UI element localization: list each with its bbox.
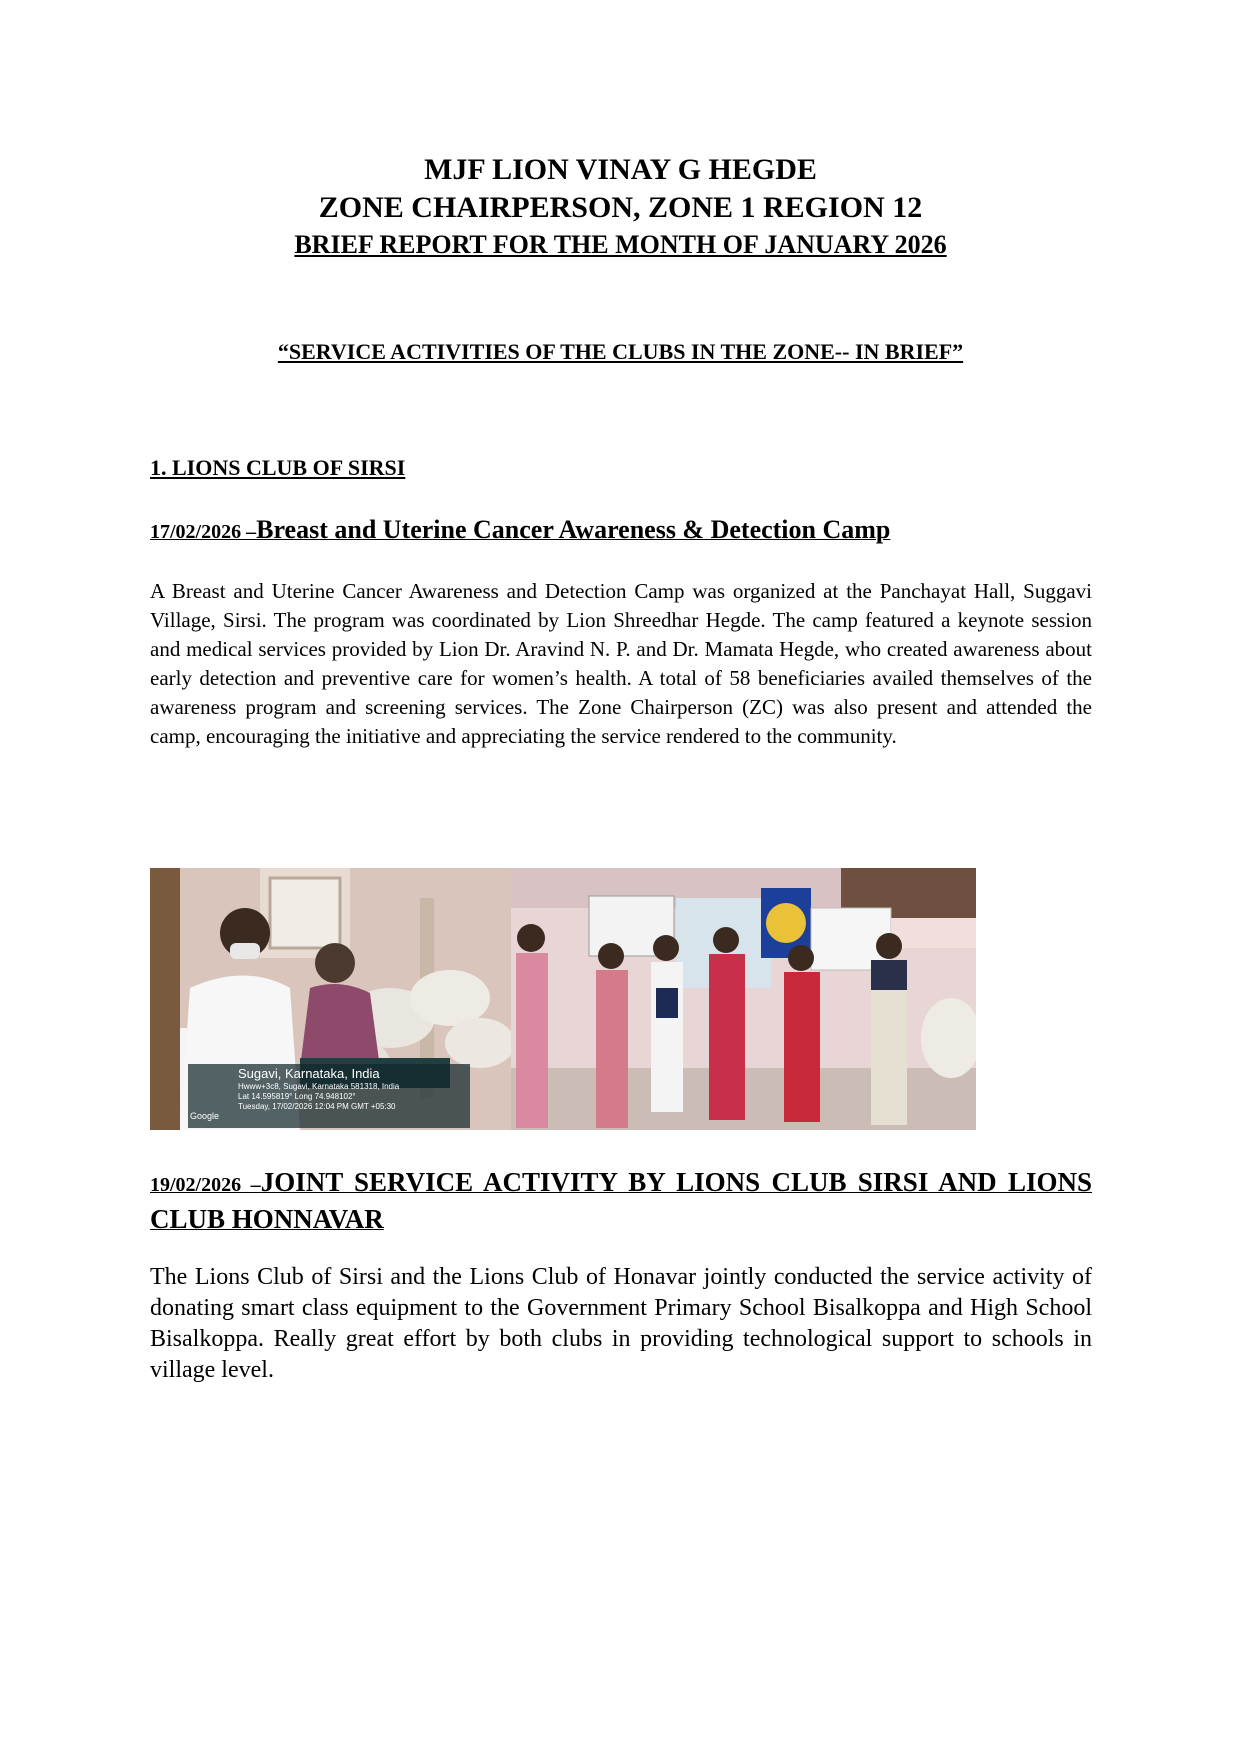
- activity-description: The Lions Club of Sirsi and the Lions Club of Honavar jointly conducted the service activity of donating smart class equipment to the Government Primary School Bisalkoppa and High School Bisalkoppa. Really great effort by both clubs in providing technological support to schools in village level.: [150, 1264, 1092, 1383]
- geotag-place: Sugavi, Karnataka, India: [238, 1066, 380, 1081]
- geotag-overlay: [188, 1064, 470, 1128]
- geotag-coords: Lat 14.595819° Long 74.948102°: [238, 1092, 356, 1101]
- section-title: “SERVICE ACTIVITIES OF THE CLUBS IN THE ZONE-- IN BRIEF”: [277, 339, 964, 364]
- activity-name: JOINT SERVICE ACTIVITY BY LIONS CLUB SIRSI AND LIONS CLUB HONNAVAR: [150, 1167, 1092, 1234]
- activity-date: 19/02/2026 –: [150, 1174, 261, 1196]
- camp-screening-photo: [150, 868, 511, 1130]
- activity-description: A Breast and Uterine Cancer Awareness and Detection Camp was organized at the Panchayat Hall, Suggavi Village, Sirsi. The program was coordinated by Lion Shreedhar Hegde. The camp featured a keynote session and medical services provided by Lion Dr. Aravind N. P. and Dr. Mamata Hegde, who created awareness about early detection and preventive care for women’s health. A total of 58 beneficiaries availed themselves of the awareness program and screening services. The Zone Chairperson (ZC) was also present and attended the camp, encouraging the initiative and appreciating the service rendered to the community.: [150, 579, 1092, 748]
- report-author-role: ZONE CHAIRPERSON, ZONE 1 REGION 12: [318, 191, 923, 224]
- geotag-address: Hwww+3c8, Sugavi, Karnataka 581318, India: [238, 1082, 400, 1091]
- report-title: BRIEF REPORT FOR THE MONTH OF JANUARY 2026: [294, 230, 947, 259]
- camp-group-photo: [511, 868, 976, 1130]
- activity-name: Breast and Uterine Cancer Awareness & Detection Camp: [256, 515, 891, 544]
- activity-heading: [150, 514, 890, 550]
- report-author: MJF LION VINAY G HEGDE: [424, 153, 817, 186]
- activity-date: 17/02/2026 –: [150, 521, 257, 543]
- club-title: 1. LIONS CLUB OF SIRSI: [150, 455, 406, 480]
- activity-heading: [150, 1166, 1092, 1240]
- geotag-timestamp: Tuesday, 17/02/2026 12:04 PM GMT +05:30: [238, 1102, 396, 1111]
- google-logo: Google: [190, 1111, 220, 1121]
- activity-photos: [150, 868, 976, 1130]
